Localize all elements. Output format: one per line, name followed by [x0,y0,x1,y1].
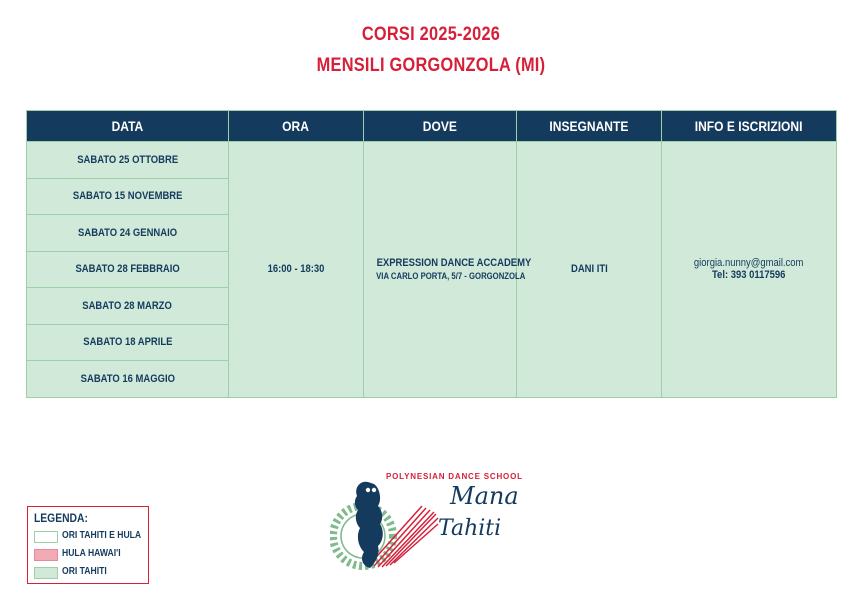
info-phone: Tel: 393 0117596 [712,269,786,282]
column-header-info: INFO E ISCRIZIONI [662,111,837,142]
legend-swatch-hula-hawaii [34,549,58,561]
legend-title: LEGENDA: [34,511,88,525]
date-cell: SABATO 16 MAGGIO [27,361,229,398]
page-title: CORSI 2025-2026 [361,24,501,45]
date-cell: SABATO 28 FEBBRAIO [27,251,229,288]
legend-swatch-ori-tahiti [34,567,58,579]
table-row [27,142,837,179]
column-header-data: DATA [27,111,229,142]
school-logo [330,466,540,586]
date-cell: SABATO 15 NOVEMBRE [27,178,229,215]
column-header-dove: DOVE [364,111,517,142]
legend-label: ORI TAHITI [62,566,107,577]
legend-swatch-ori-tahiti-hula [34,531,58,543]
date-cell: SABATO 24 GENNAIO [27,215,229,252]
table-header-row [27,111,837,142]
date-cell: SABATO 18 APRILE [27,324,229,361]
date-cell: SABATO 25 OTTOBRE [27,142,229,179]
logo-name-line2: Tahiti [438,516,502,541]
page-subtitle: MENSILI GORGONZOLA (MI) [316,55,546,76]
schedule-table [26,110,837,398]
venue-cell [364,142,532,398]
logo-name-line1: Mana [450,482,519,510]
legend-label: HULA HAWAI'I [62,548,121,559]
info-email[interactable]: giorgia.nunny@gmail.com [694,257,804,270]
venue-address: VIA CARLO PORTA, 5/7 - GORGONZOLA [376,271,526,282]
time-cell: 16:00 - 18:30 [229,142,364,398]
column-header-ora: ORA [229,111,364,142]
legend-box [27,506,149,584]
venue-name: EXPRESSION DANCE ACCADEMY [376,257,532,270]
teacher-cell: DANI ITI [517,142,662,398]
column-header-insegnante: INSEGNANTE [517,111,662,142]
info-cell [662,142,837,398]
date-cell: SABATO 28 MARZO [27,288,229,325]
legend-label: ORI TAHITI E HULA [62,530,142,541]
logo-tagline: POLYNESIAN DANCE SCHOOL [386,472,523,481]
